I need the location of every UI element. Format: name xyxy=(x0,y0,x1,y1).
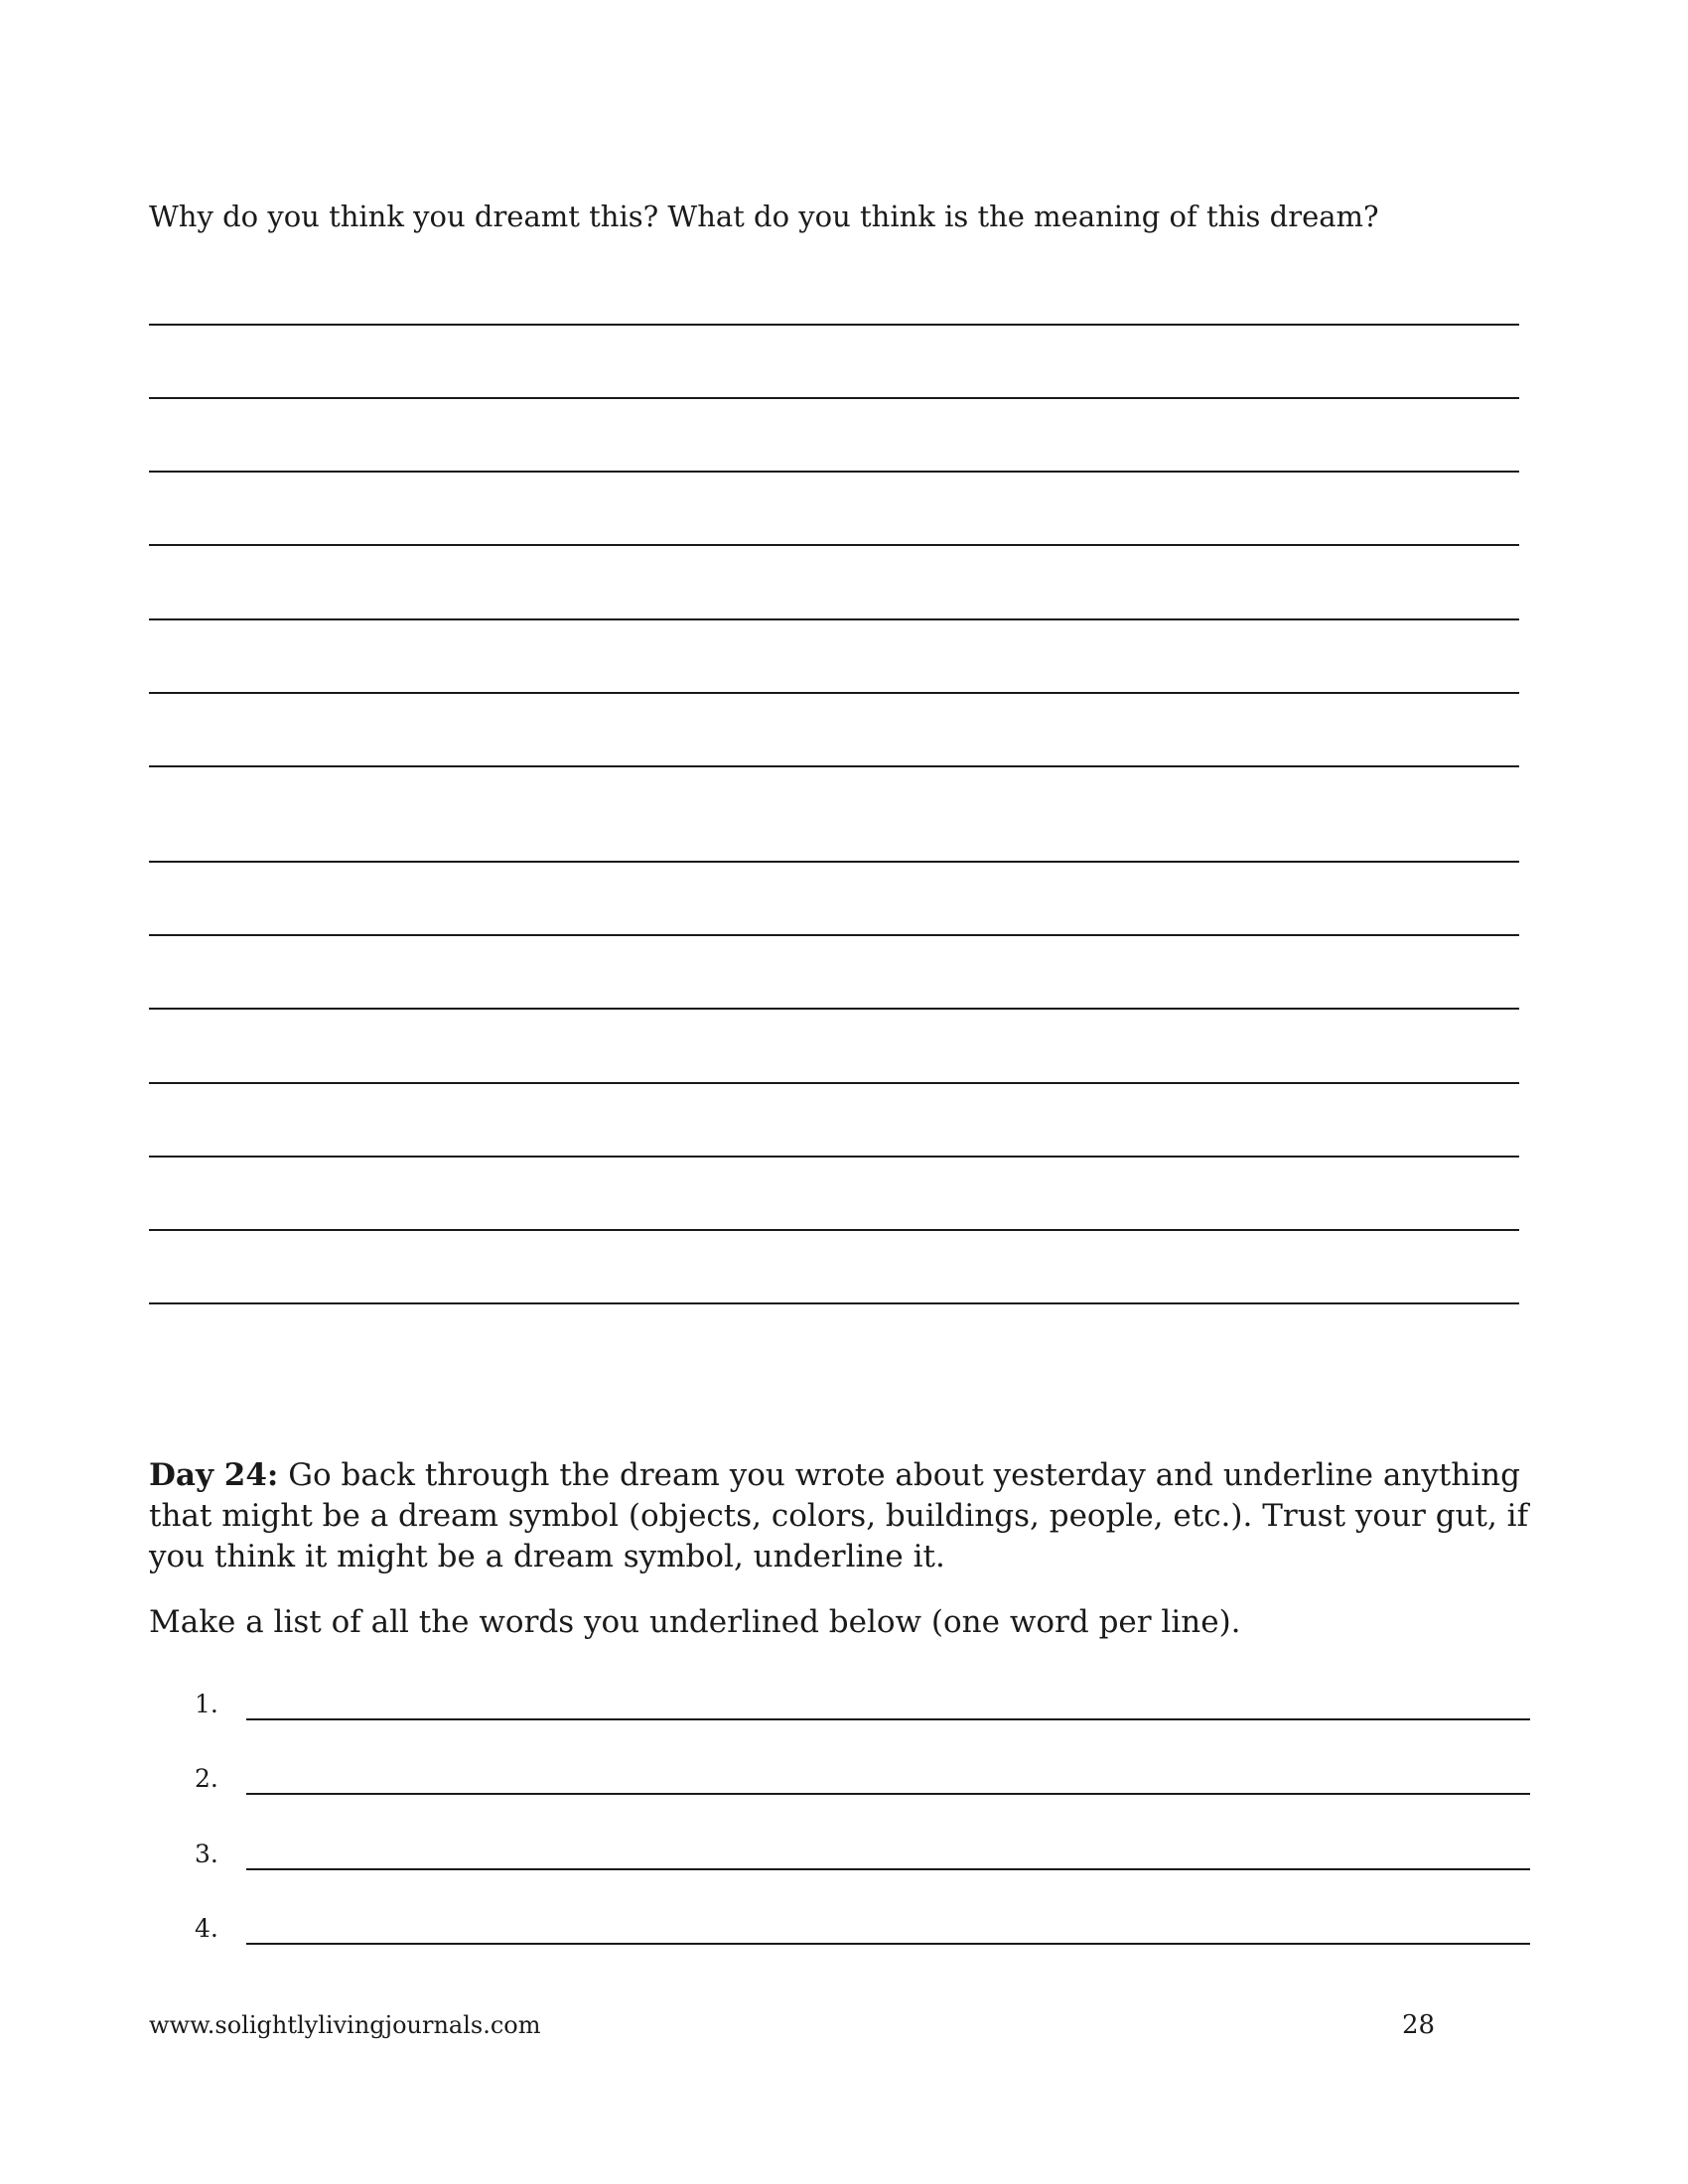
list-item-line[interactable] xyxy=(246,1718,1530,1720)
writing-line[interactable] xyxy=(149,861,1519,863)
day-label: Day 24: xyxy=(149,1457,279,1493)
writing-line[interactable] xyxy=(149,1156,1519,1158)
list-item xyxy=(195,1835,1530,1874)
writing-line[interactable] xyxy=(149,544,1519,546)
writing-line[interactable] xyxy=(149,618,1519,620)
writing-line[interactable] xyxy=(149,1302,1519,1304)
list-item-number: 4. xyxy=(195,1914,218,1943)
list-instructions: Make a list of all the words you underlined below (one word per line). xyxy=(149,1604,1241,1640)
list-item-number: 1. xyxy=(195,1690,218,1718)
writing-line[interactable] xyxy=(149,324,1519,326)
list-item-number: 3. xyxy=(195,1840,218,1868)
dream-meaning-question: Why do you think you dreamt this? What do you think is the meaning of this dream? xyxy=(149,200,1379,233)
writing-line[interactable] xyxy=(149,692,1519,694)
list-item xyxy=(195,1909,1530,1949)
list-item xyxy=(195,1759,1530,1799)
day-text: Go back through the dream you wrote about yesterday and underline anything that might be a dream symbol (objects, colors, buildings, people, etc.). Trust your gut, if you think it might be a dream symbol, underline it. xyxy=(149,1457,1529,1574)
writing-line[interactable] xyxy=(149,765,1519,767)
writing-line[interactable] xyxy=(149,1229,1519,1231)
day-24-instructions xyxy=(149,1455,1549,1577)
list-item-line[interactable] xyxy=(246,1943,1530,1945)
page-number: 28 xyxy=(1402,2010,1436,2040)
writing-line[interactable] xyxy=(149,397,1519,399)
list-item-line[interactable] xyxy=(246,1793,1530,1795)
writing-line[interactable] xyxy=(149,471,1519,473)
list-item-line[interactable] xyxy=(246,1868,1530,1870)
writing-line[interactable] xyxy=(149,1008,1519,1010)
list-item xyxy=(195,1685,1530,1724)
footer-website-url: www.solightlylivingjournals.com xyxy=(149,2011,541,2039)
list-item-number: 2. xyxy=(195,1764,218,1793)
writing-line[interactable] xyxy=(149,1082,1519,1084)
writing-line[interactable] xyxy=(149,934,1519,936)
